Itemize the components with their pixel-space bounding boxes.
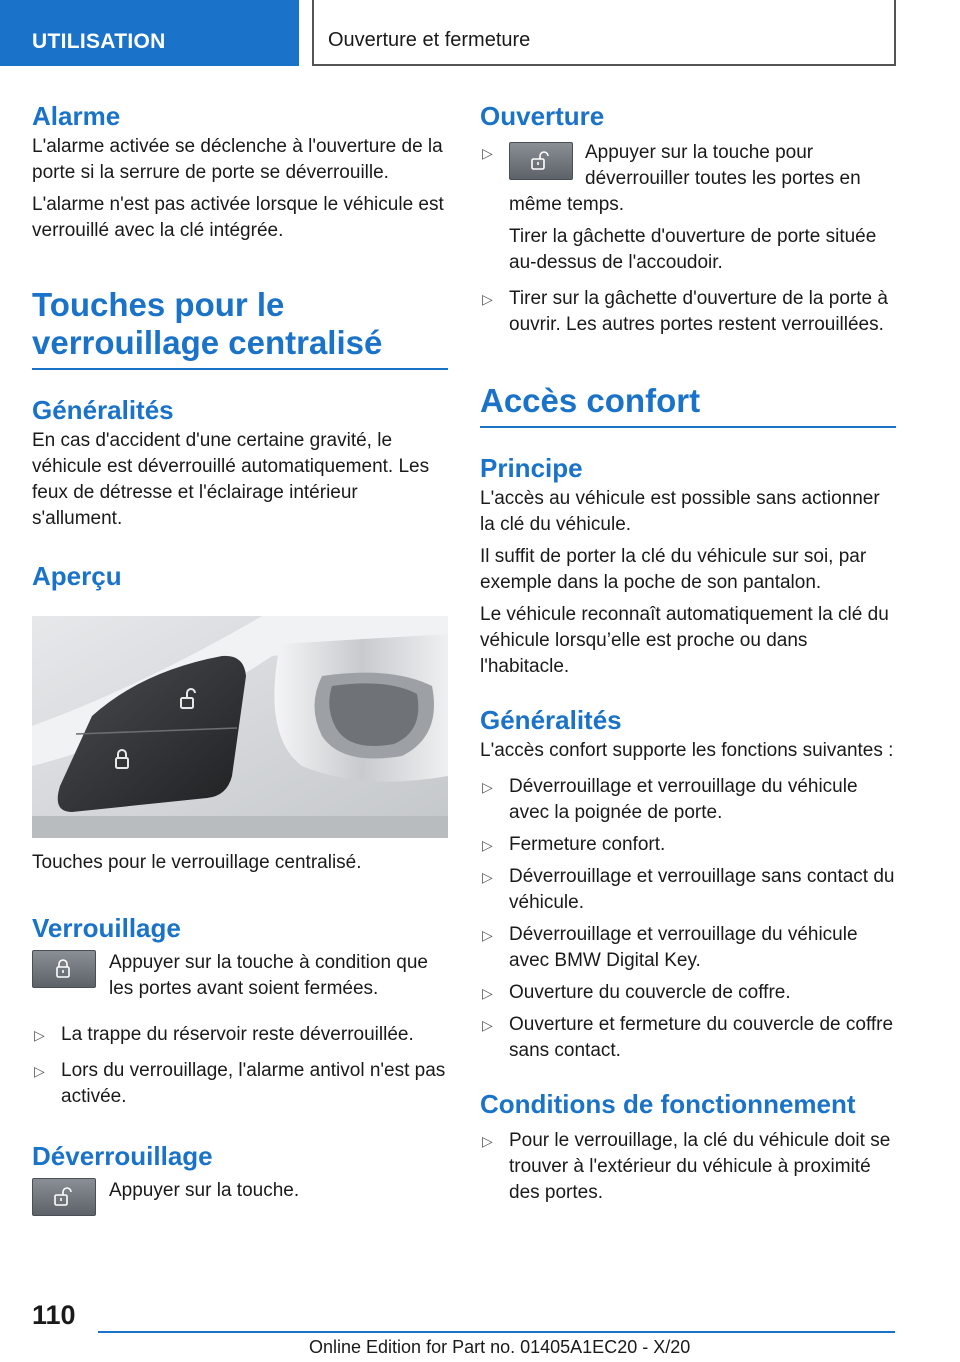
- list-item: ▷ Lors du verrouillage, l'alarme antivol n'est pas activée.: [34, 1060, 446, 1107]
- list-item: ▷ Déverrouillage et verrouillage sans contact du véhicule.: [482, 866, 895, 913]
- bullet-arrow-icon: ▷: [34, 1027, 45, 1043]
- list-item: ▷ Ouverture et fermeture du couvercle de coffre sans contact.: [482, 1014, 894, 1061]
- list-item: ▷ Déverrouillage et verrouillage du véhicule avec la poignée de porte.: [482, 776, 858, 823]
- bullet-arrow-icon: ▷: [482, 985, 493, 1001]
- generalites-list: [480, 774, 896, 1064]
- alarme-heading: Alarme: [32, 101, 121, 131]
- bullet-arrow-icon: ▷: [482, 1017, 493, 1033]
- bullet-arrow-icon: ▷: [482, 779, 493, 795]
- principe-paragraph-1: L'accès au véhicule est possible sans actionner la clé du véhicule.: [480, 488, 880, 535]
- list-item: [480, 140, 896, 276]
- bullet-arrow-icon: ▷: [34, 1063, 45, 1079]
- unlock-button-icon: [509, 142, 573, 180]
- generalites-heading-left: Généralités: [32, 395, 174, 425]
- bullet-arrow-icon: ▷: [482, 927, 493, 943]
- conditions-heading: Conditions de fonctionnement: [480, 1089, 856, 1119]
- list-item: ▷ Tirer sur la gâchette d'ouverture de la porte à ouvrir. Les autres portes restent verrouillées.: [482, 288, 888, 335]
- generalites-heading-right: Généralités: [480, 705, 622, 735]
- bullet-arrow-icon: ▷: [482, 837, 493, 853]
- list-item: ▷ Fermeture confort.: [480, 832, 896, 858]
- bullet-arrow-icon: ▷: [482, 869, 493, 885]
- verrouillage-row: [32, 950, 448, 1002]
- topic-label: Ouverture et fermeture: [328, 29, 531, 51]
- list-item: ▷ Déverrouillage et verrouillage du véhicule avec BMW Digital Key.: [482, 924, 858, 971]
- ouverture-bullet-1: Appuyer sur la touche pour déverrouiller toutes les portes en même temps.: [509, 142, 861, 215]
- section-label: UTILISATION: [32, 30, 166, 53]
- topic-header: [312, 0, 896, 66]
- list-item: ▷ Pour le verrouillage, la clé du véhicule doit se trouver à l'extérieur du véhicule à proximité des portes.: [482, 1130, 891, 1203]
- generalites-paragraph-right: L'accès confort supporte les fonctions suivantes :: [480, 740, 894, 761]
- unlock-button-icon: [32, 1178, 96, 1216]
- verrouillage-text: Appuyer sur la touche à condition que les portes avant soient fermées.: [109, 952, 428, 999]
- page-number: 110: [32, 1300, 76, 1330]
- chapter-title-touches: Touches pour le verrouillage centralisé: [32, 286, 448, 370]
- verrouillage-list: [32, 1022, 448, 1110]
- alarme-paragraph-2: L'alarme n'est pas activée lorsque le véhicule est verrouillé avec la clé intégrée.: [32, 194, 444, 241]
- door-lock-buttons-photo: [32, 616, 448, 838]
- right-column: [480, 100, 896, 1206]
- bullet-arrow-icon: ▷: [482, 1133, 493, 1149]
- deverrouillage-row: [32, 1178, 448, 1216]
- deverrouillage-heading: Déverrouillage: [32, 1141, 213, 1171]
- verrouillage-heading: Verrouillage: [32, 913, 181, 943]
- list-item: ▷ La trappe du réservoir reste déverrouillée.: [32, 1022, 448, 1048]
- bullet-arrow-icon: ▷: [482, 291, 493, 307]
- alarme-paragraph-1: L'alarme activée se déclenche à l'ouverture de la porte si la serrure de porte se déverrouille.: [32, 136, 443, 183]
- principe-paragraph-2: Il suffit de porter la clé du véhicule sur soi, par exemple dans la poche de son pantalon.: [480, 546, 867, 593]
- apercu-heading: Aperçu: [32, 561, 122, 591]
- principe-paragraph-3: Le véhicule reconnaît automatiquement la clé du véhicule lorsqu’elle est proche ou dans l'habitacle.: [480, 604, 889, 677]
- chapter-title-acces-confort: Accès confort: [480, 382, 896, 428]
- bullet-arrow-icon: ▷: [482, 145, 493, 161]
- left-column: [32, 100, 448, 1216]
- deverrouillage-text: Appuyer sur la touche.: [109, 1180, 300, 1201]
- ouverture-bullet-1-extra: Tirer la gâchette d'ouverture de porte située au-dessus de l'accoudoir.: [509, 226, 877, 273]
- photo-caption: Touches pour le verrouillage centralisé.: [32, 852, 362, 873]
- generalites-paragraph-left: En cas d'accident d'une certaine gravité, le véhicule est déverrouillé automatiquement. Les feux de détresse et l'éclairage intérieur s'allument.: [32, 430, 430, 529]
- section-tab[interactable]: [0, 0, 299, 66]
- ouverture-heading: Ouverture: [480, 101, 605, 131]
- conditions-list: [480, 1128, 896, 1206]
- list-item: ▷ Ouverture du couvercle de coffre.: [480, 980, 896, 1006]
- lock-button-icon: [32, 950, 96, 988]
- footer-divider: [98, 1331, 895, 1333]
- edition-footer: Online Edition for Part no. 01405A1EC20 - X/20: [309, 1337, 691, 1357]
- principe-heading: Principe: [480, 453, 583, 483]
